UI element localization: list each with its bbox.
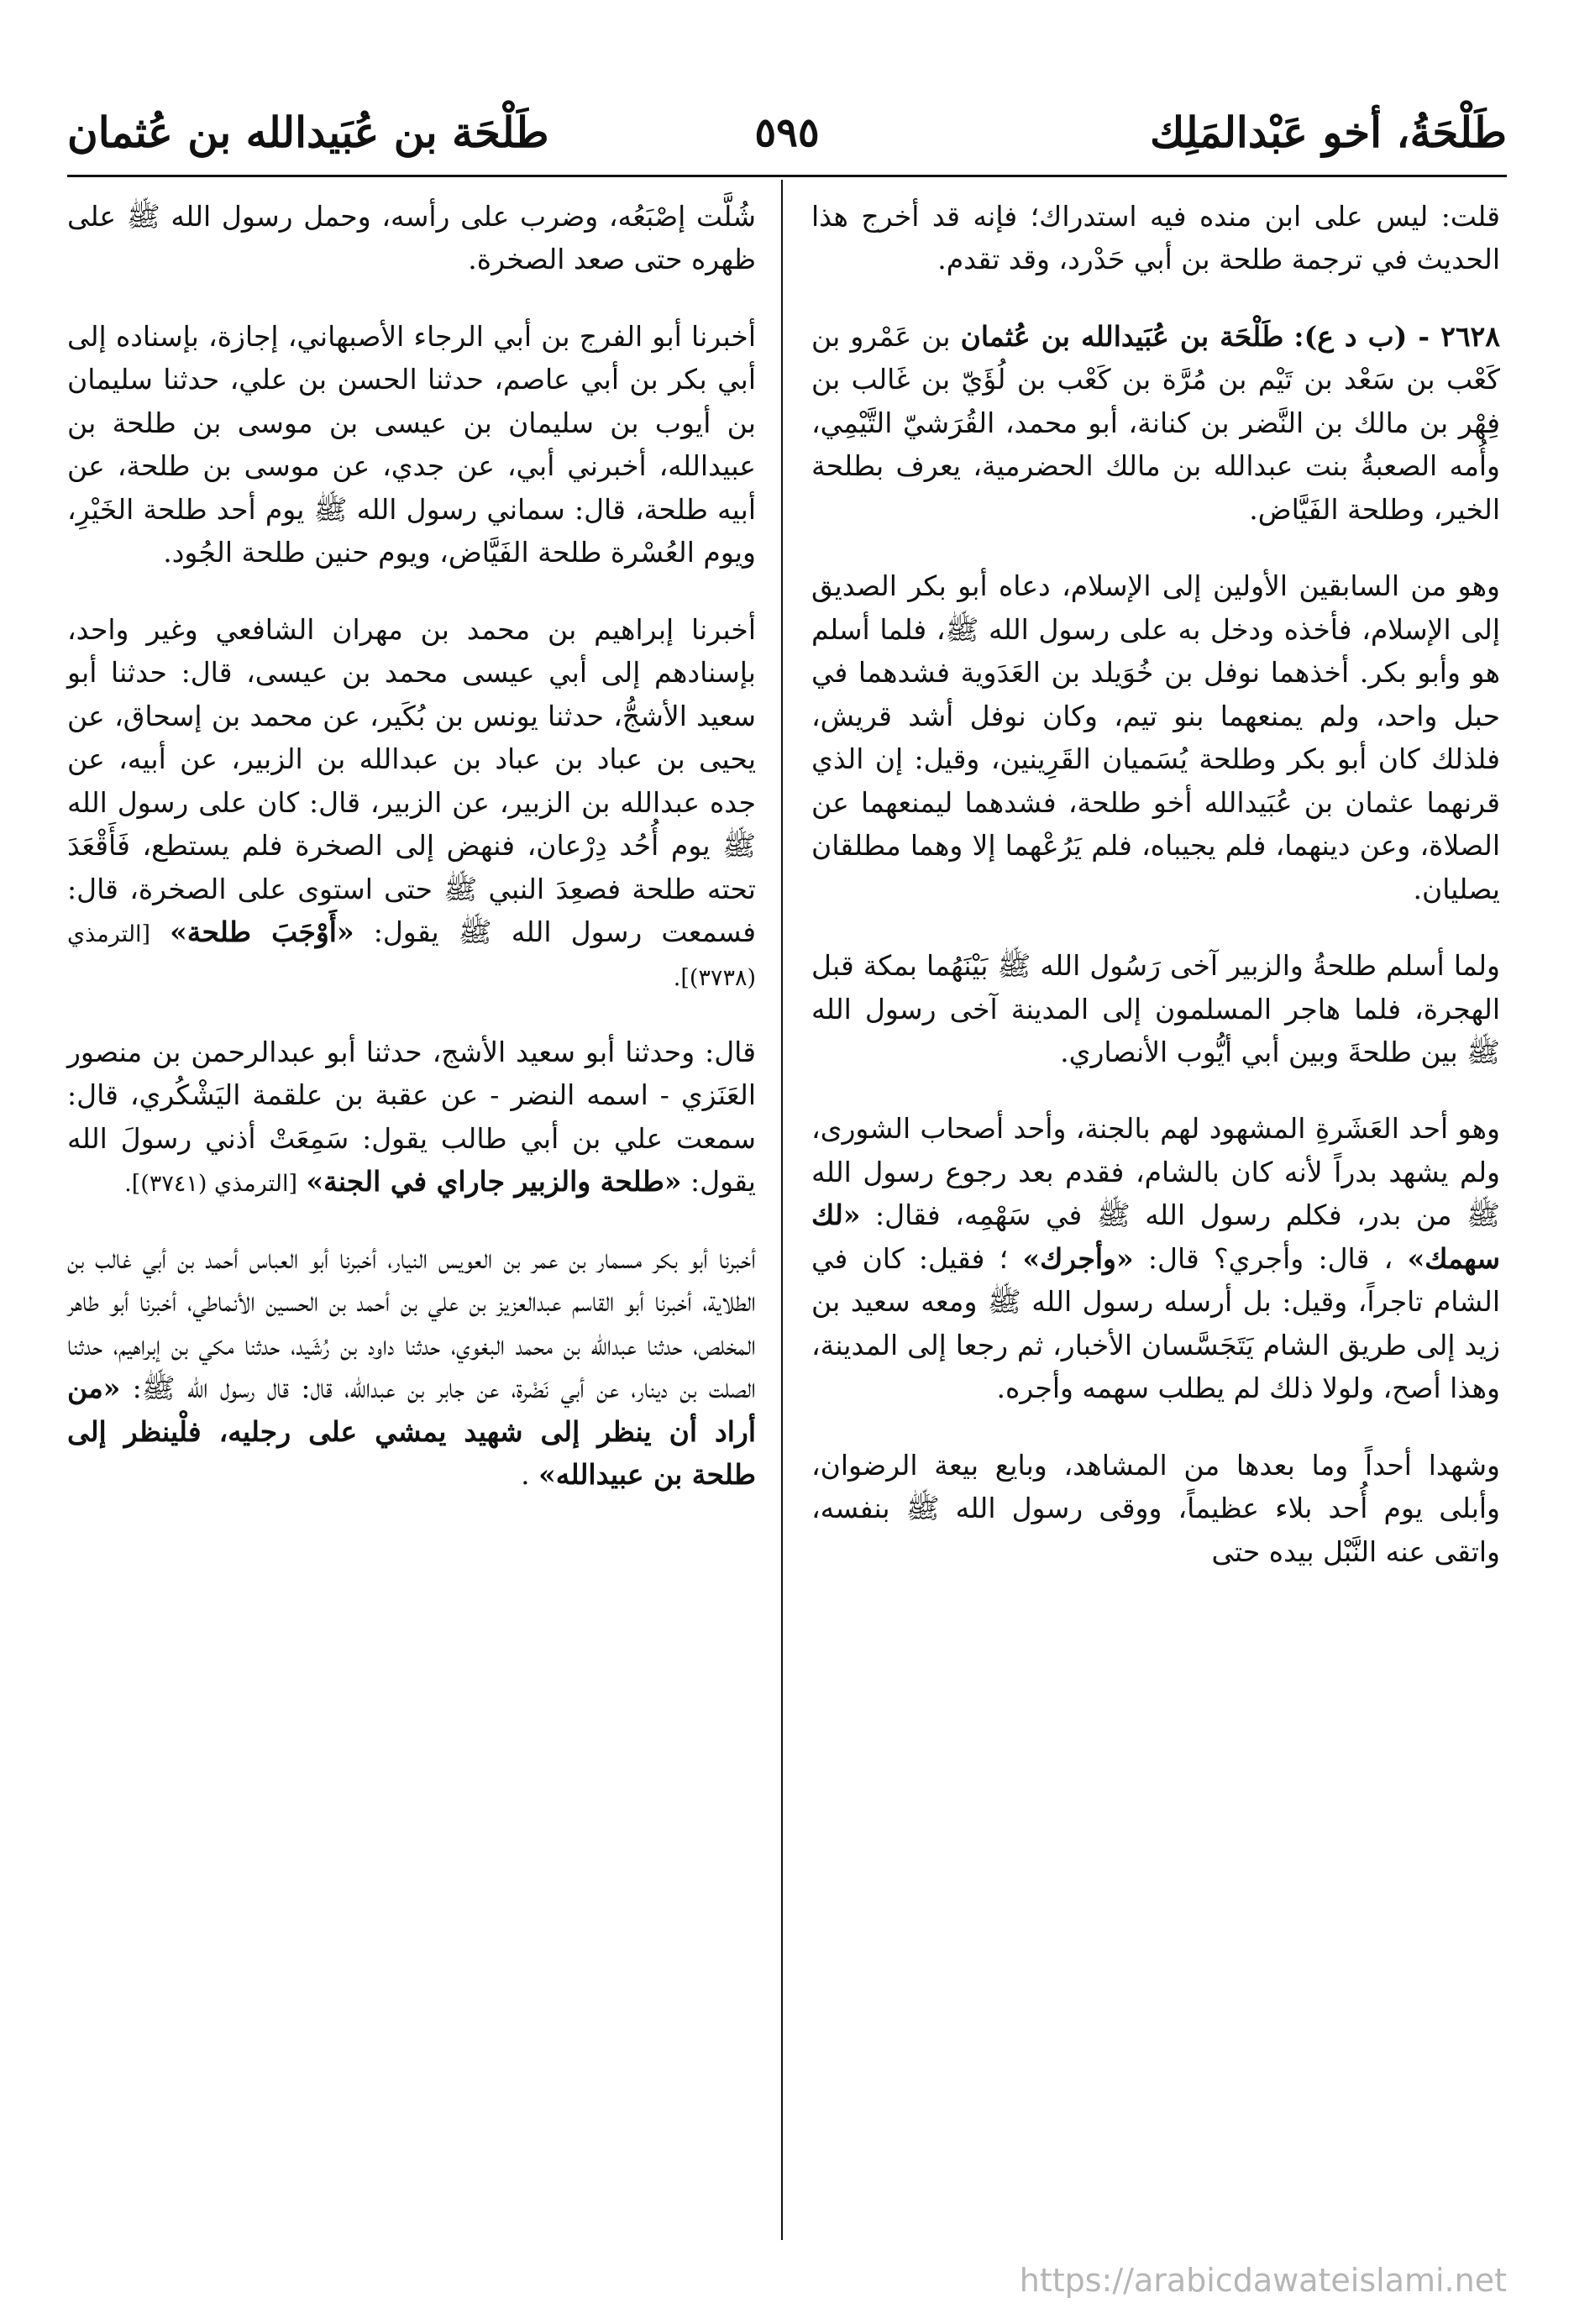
header-rule [67, 175, 1507, 177]
text-run: ؛ فقيل: كان في الشام تاجراً، وقيل: بل أرسله رسول الله ﷺ ومعه سعيد بن زيد إلى طريق الشام يَتَجَسَّسان الأخبار، ثم رجعا إلى المدينة، وهذا أصح، ولولا ذلك لم يطلب سهمه وأجره. [811, 1241, 1500, 1405]
entry-paragraph [811, 315, 1500, 531]
entry-number: ٢٦٢٨ - (ب د ع): [1293, 319, 1500, 353]
hadith-quote: «أَوْجَبَ طلحة» [170, 915, 354, 949]
entry-name: طَلْحَة بن عُبَيدالله بن عُثمان [960, 319, 1284, 353]
watermark-url: https://arabicdawateislami.net [1019, 2262, 1507, 2299]
running-title-right: طَلْحَةُ، أخو عَبْدالمَلِك [1150, 108, 1507, 157]
paragraph: أخبرنا أبو الفرج بن أبي الرجاء الأصبهاني، إجازة، بإسناده إلى أبي بكر بن أبي عاصم، حدثنا الحسن بن علي، حدثنا سليمان بن أيوب بن سليمان بن عيسى بن موسى بن طلحة بن عبيدالله، أخبرني أبي، عن جدي، عن موسى بن طلحة، عن أبيه طلحة، قال: سماني رسول الله ﷺ يوم أحد طلحة الخَيْرِ، ويوم العُسْرة طلحة الفَيَّاض، ويوم حنين طلحة الجُود. [67, 319, 756, 569]
column-divider [781, 180, 783, 2240]
paragraph [811, 1107, 1500, 1409]
paragraph: قلت: ليس على ابن منده فيه استدراك؛ فإنه قد أخرج هذا الحديث في ترجمة طلحة بن أبي حَدْرد، وقد تقدم. [811, 200, 1500, 276]
page-header [67, 99, 1507, 166]
text-run: وهو أحد العَشَرةِ المشهود لهم بالجنة، وأحد أصحاب الشورى، ولم يشهد بدراً لأنه كان بالشام، فقدم بعد رجوع رسول الله ﷺ من بدر، فكلم رسول الله ﷺ في سَهْمِه، فقال: [811, 1112, 1500, 1232]
hadith-quote: «طلحة والزبير جاراي في الجنة» [306, 1165, 682, 1199]
paragraph [67, 1237, 756, 1497]
text-run: قال: وحدثنا أبو سعيد الأشج، حدثنا أبو عبدالرحمن بن منصور العَنَزي - اسمه النضر - عن عقبة بن علقمة اليَشْكُري، قال: سمعت علي بن أبي طالب يقول: سَمِعَتْ أذني رسولَ الله يقول: [67, 1035, 756, 1199]
right-column [811, 195, 1500, 1573]
text-run: أخبرنا إبراهيم بن محمد بن مهران الشافعي وغير واحد، بإسنادهم إلى أبي عيسى محمد بن عيسى، قال: حدثنا أبو سعيد الأشجُّ، حدثنا يونس بن بُكَير، عن محمد بن إسحاق، عن يحيى بن عباد بن عباد بن عبدالله بن الزبير، عن أبيه، عن جده عبدالله بن الزبير، عن الزبير، قال: كان على رسول الله ﷺ يوم أُحُد دِرْعان، فنهض إلى الصخرة فلم يستطع، فَأَقْعَدَ تحته طلحة فصعِدَ النبي ﷺ حتى استوى على الصخرة، قال: فسمعت رسول الله ﷺ يقول: [67, 612, 756, 949]
citation: [الترمذي (٣٧٣٨)]. [67, 921, 756, 991]
text-run: ، قال: وأجري؟ قال: [1133, 1241, 1393, 1275]
page-number: ٥٩٥ [754, 109, 820, 156]
hadith-quote: «لك سهمك» [811, 1199, 1501, 1275]
paragraph: شُلَّت إصْبَعُه، وضرب على رأسه، وحمل رسول الله ﷺ على ظهره حتى صعد الصخرة. [67, 200, 756, 276]
paragraph: وشهدا أحداً وما بعدها من المشاهد، وبايع بيعة الرضوان، وأبلى يوم أُحد بلاء عظيماً، ووقى رسول الله ﷺ بنفسه، واتقى عنه النَّبْل بيده حتى [811, 1448, 1500, 1568]
text-run: . [521, 1458, 530, 1492]
paragraph [67, 608, 756, 997]
text-run: أخبرنا أبو بكر مسمار بن عمر بن العويس النيار، أخبرنا أبو العباس أحمد بن أبي غالب بن الطلاية، أخبرنا أبو القاسم عبدالعزيز بن علي بن أحمد بن الحسين الأنماطي، أخبرنا أبو طاهر المخلص، حدثنا عبدالله بن محمد البغوي، حدثنا داود بن رُشَيد، حدثنا مكي بن إبراهيم، حدثنا الصلت بن دينار، عن أبي نَضْرة، عن جابر بن عبدالله، قال: قال رسول الله ﷺ: [67, 1241, 756, 1405]
entry-text: بن عَمْرو بن كَعْب بن سَعْد بن تَيْم بن مُرَّة بن كَعْب بن لُؤَيّ بن غَالب بن فِهْر بن مالك بن النَّضر بن كنانة، أبو محمد، القُرَشيّ التَّيْمِي، وأُمه الصعبةُ بنت عبدالله بن مالك الحضرمية، يعرف بطلحة الخير، وطلحة الفَيَّاض. [811, 319, 1500, 526]
paragraph: ولما أسلم طلحةُ والزبير آخى رَسُول الله ﷺ بَيْنَهُما بمكة قبل الهجرة، فلما هاجر المسلمون إلى المدينة آخى رسول الله ﷺ بين طلحةَ وبين أبي أيُّوب الأنصاري. [811, 949, 1500, 1068]
paragraph [67, 1031, 756, 1204]
hadith-quote: «وأجرك» [1022, 1241, 1134, 1275]
left-column [67, 195, 756, 1497]
running-title-left: طَلْحَة بن عُبَيدالله بن عُثمان [67, 108, 549, 157]
citation: [الترمذي (٣٧٤١)]. [124, 1171, 298, 1198]
paragraph: وهو من السابقين الأولين إلى الإسلام، دعاه أبو بكر الصديق إلى الإسلام، فأخذه ودخل به على رسول الله ﷺ، فلما أسلم هو وأبو بكر. أخذهما نوفل بن خُوَيلد بن العَدَوية فشدهما في حبل واحد، ولم يمنعهما بنو تيم، وكان نوفل أشد قريش، فلذلك كان أبو بكر وطلحة يُسَميان القَرِينين، وقيل: إن الذي قرنهما عثمان بن عُبَيدالله أخو طلحة، فشدهما ليمنعهما عن الصلاة، وعن دينهما، فلم يجيباه، فلم يَرُعْهما إلا وهما مطلقان يصليان. [811, 569, 1500, 905]
hadith-quote: «من أراد أن ينظر إلى شهيد يمشي على رجليه، فلْينظر إلى طلحة بن عبيدالله» [67, 1372, 756, 1492]
